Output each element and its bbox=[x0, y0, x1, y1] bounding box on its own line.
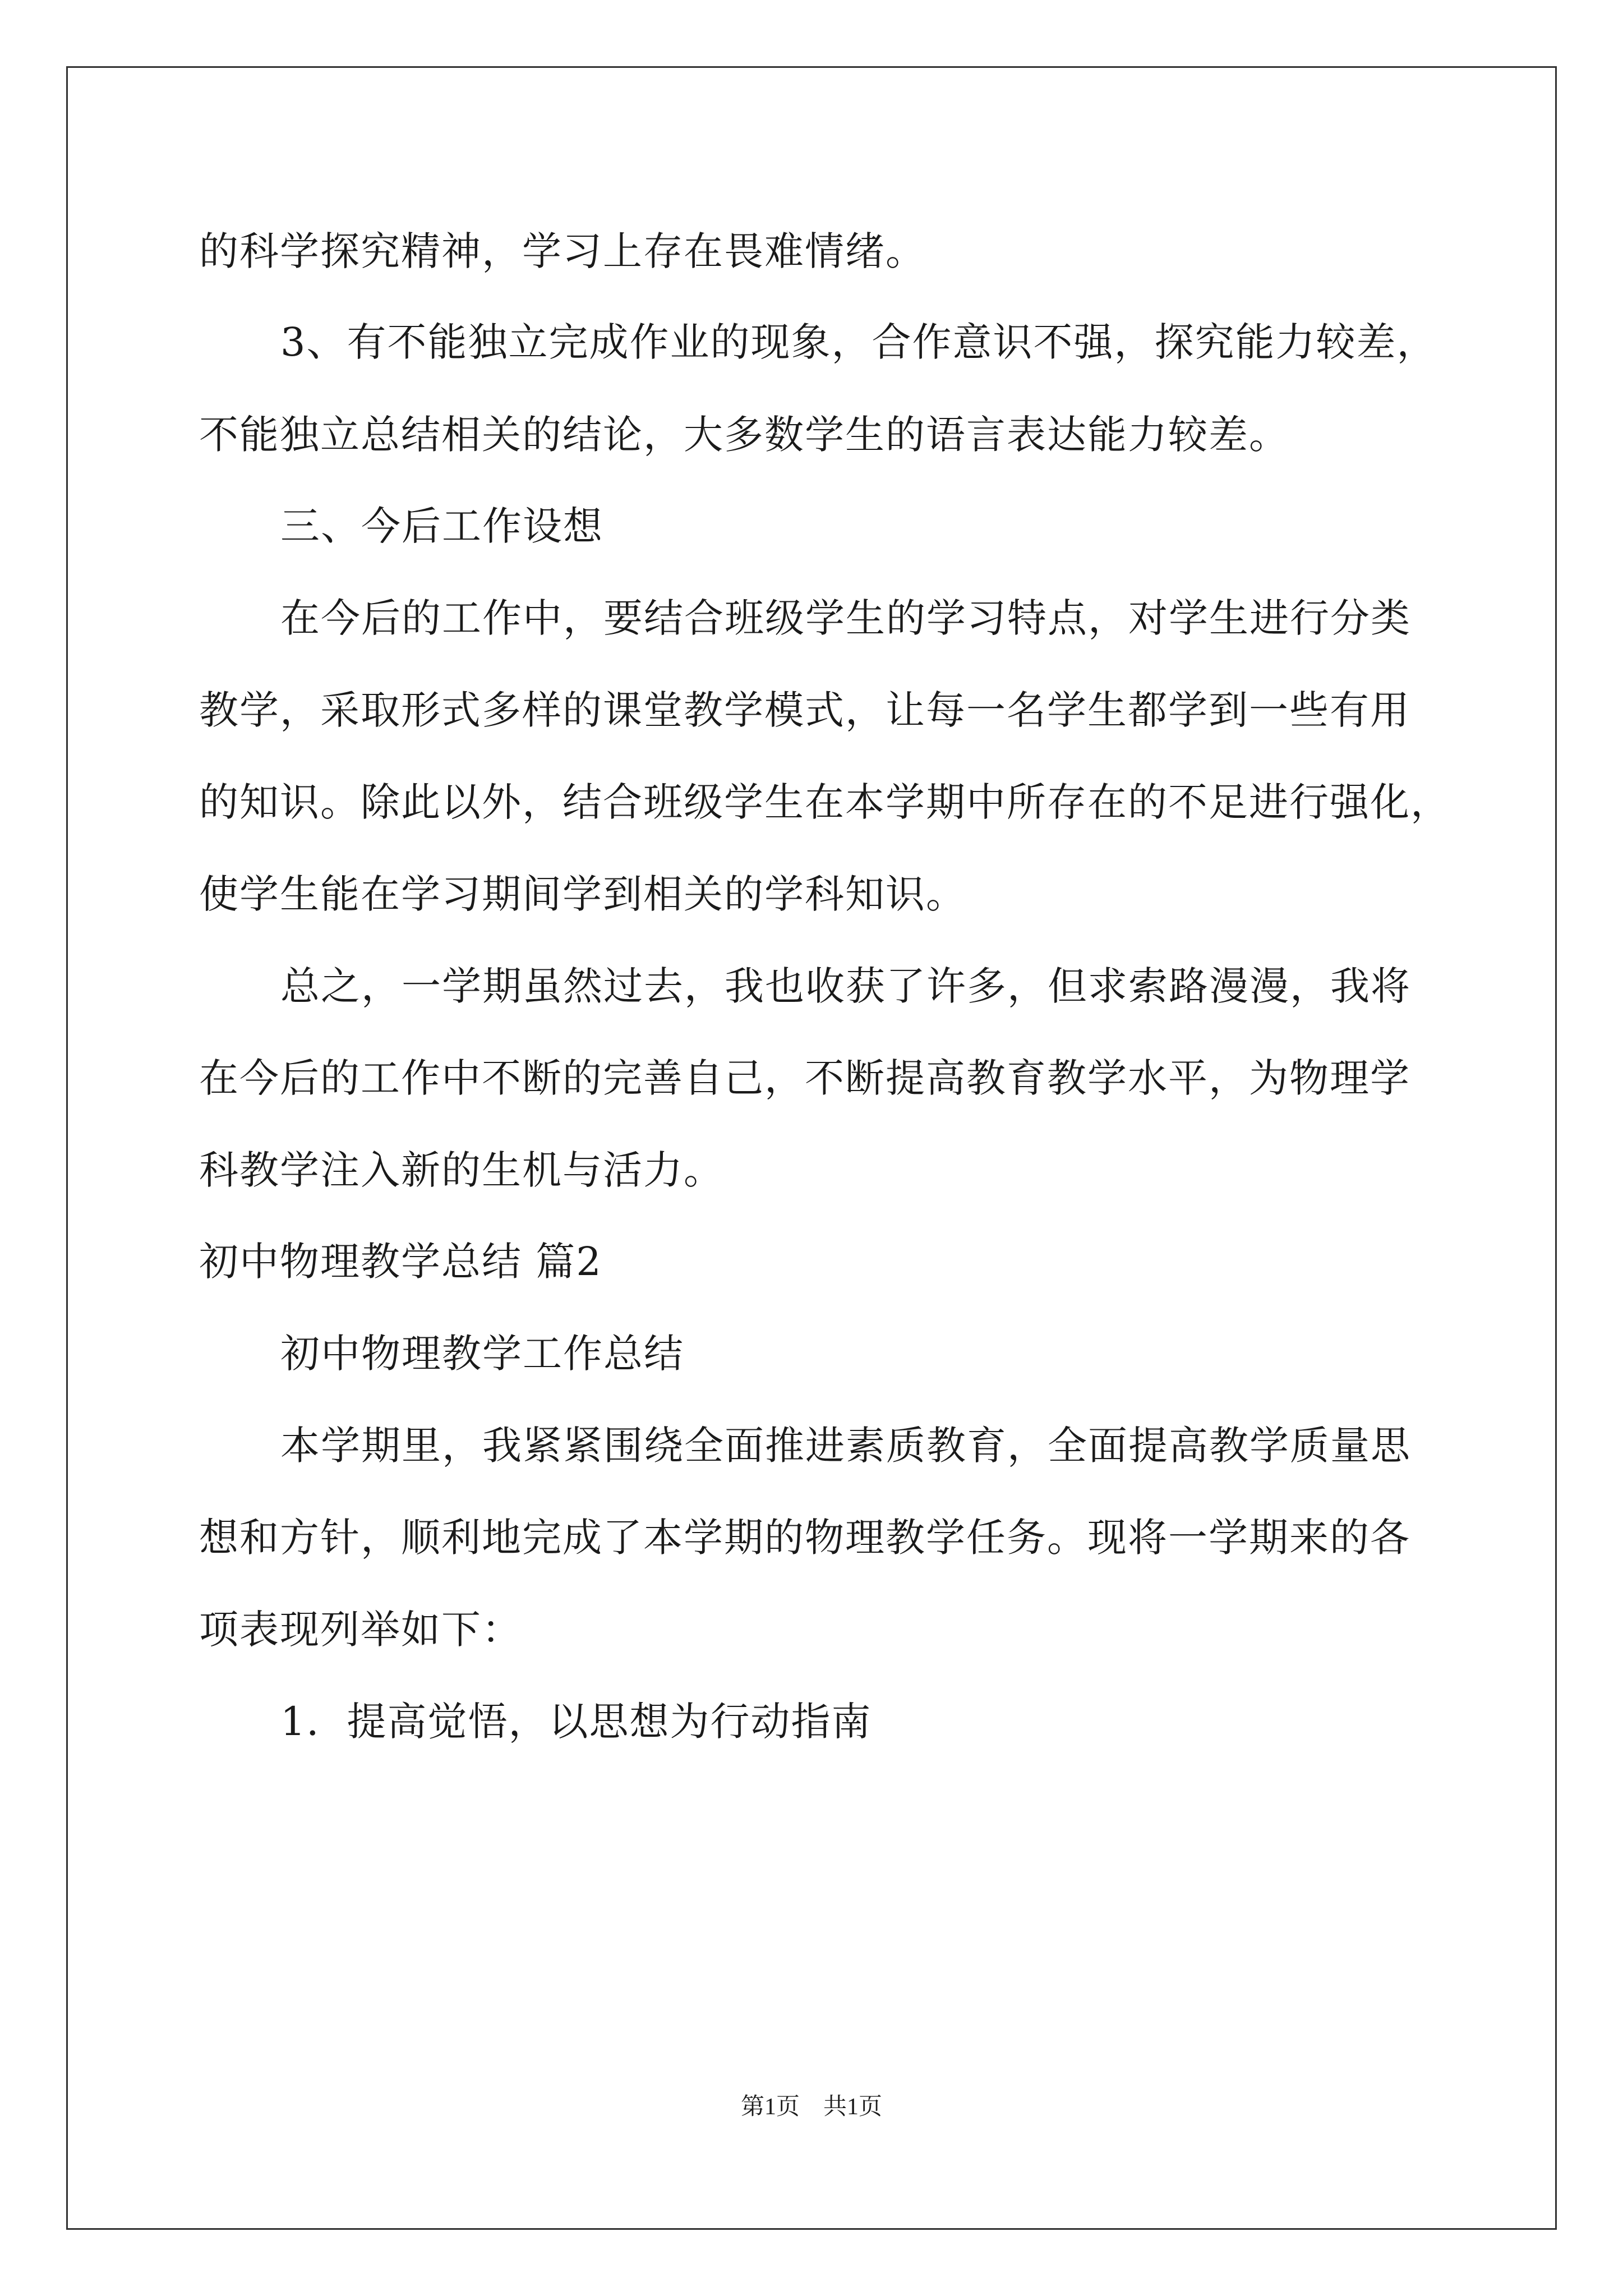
text-line-11: 科教学注入新的生机与活力。 bbox=[199, 1147, 724, 1193]
text-line-1: 的科学探究精神，学习上存在畏难情绪。 bbox=[199, 228, 926, 274]
text-line-14: 本学期里，我紧紧围绕全面推进素质教育，全面提高教学质量思 bbox=[280, 1423, 1411, 1469]
text-line-8: 使学生能在学习期间学到相关的学科知识。 bbox=[199, 871, 966, 917]
text-line-7: 的知识。除此以外，结合班级学生在本学期中所存在的不足进行强化， bbox=[199, 779, 1451, 825]
article-title: 初中物理教学总结 篇2 bbox=[199, 1239, 602, 1285]
text-line-15: 想和方针，顺利地完成了本学期的物理教学任务。现将一学期来的各 bbox=[199, 1515, 1410, 1561]
text-line-16: 项表现列举如下： bbox=[199, 1607, 522, 1653]
list-item-1: 1．提高觉悟，以思想为行动指南 bbox=[280, 1699, 872, 1745]
text-line-2: 3、有不能独立完成作业的现象，合作意识不强，探究能力较差， bbox=[280, 319, 1437, 365]
page-footer: 第1页 共1页 bbox=[740, 2094, 882, 2120]
text-line-5: 在今后的工作中，要结合班级学生的学习特点，对学生进行分类 bbox=[280, 595, 1411, 641]
section-heading-3: 三、今后工作设想 bbox=[280, 503, 603, 549]
text-line-9: 总之，一学期虽然过去，我也收获了许多，但求索路漫漫，我将 bbox=[280, 963, 1411, 1009]
text-line-10: 在今后的工作中不断的完善自己，不断提高教育教学水平，为物理学 bbox=[199, 1055, 1410, 1101]
text-line-3: 不能独立总结相关的结论，大多数学生的语言表达能力较差。 bbox=[199, 412, 1289, 458]
article-subtitle: 初中物理教学工作总结 bbox=[280, 1331, 684, 1377]
text-line-6: 教学，采取形式多样的课堂教学模式，让每一名学生都学到一些有用 bbox=[199, 687, 1410, 733]
